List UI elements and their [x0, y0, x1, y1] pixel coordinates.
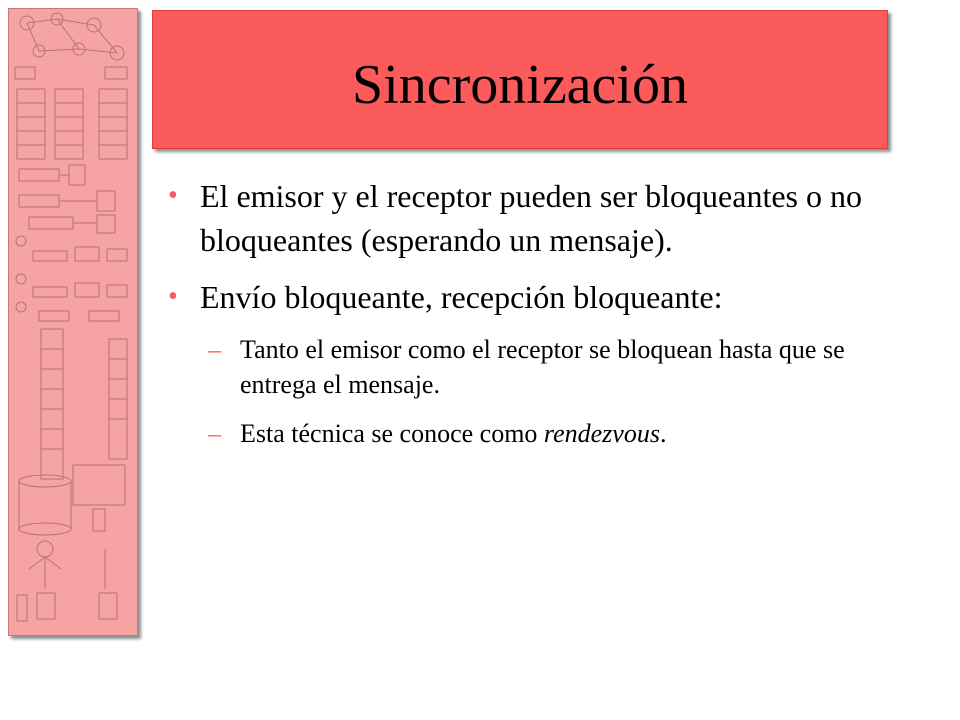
bullet-item [160, 174, 900, 262]
bullet-marker: • [168, 281, 178, 312]
sub-bullet-item [160, 332, 900, 402]
slide-body [160, 174, 900, 465]
sub-bullet-marker: – [208, 335, 221, 364]
title-banner [152, 10, 888, 149]
sub-bullet-text-italic: rendezvous [543, 419, 660, 448]
sub-bullet-text-after: . [659, 419, 667, 448]
bullet-text: El emisor y el receptor pueden ser bloqueantes o no bloqueantes (esperando un mensaje). [200, 178, 862, 258]
side-decoration-diagram [8, 8, 138, 636]
sub-bullet-item [160, 416, 900, 451]
sub-bullet-text-before: Esta técnica se conoce como [240, 419, 544, 448]
bullet-item [160, 275, 900, 319]
slide-title: Sincronización [352, 53, 688, 116]
bullet-marker: • [168, 180, 178, 211]
bullet-text: Envío bloqueante, recepción bloqueante: [200, 279, 723, 315]
sub-bullet-marker: – [208, 419, 221, 448]
sub-bullet-text: Tanto el emisor como el receptor se bloquean hasta que se entrega el mensaje. [240, 335, 845, 399]
decorative-diagram-graphic [9, 9, 137, 635]
